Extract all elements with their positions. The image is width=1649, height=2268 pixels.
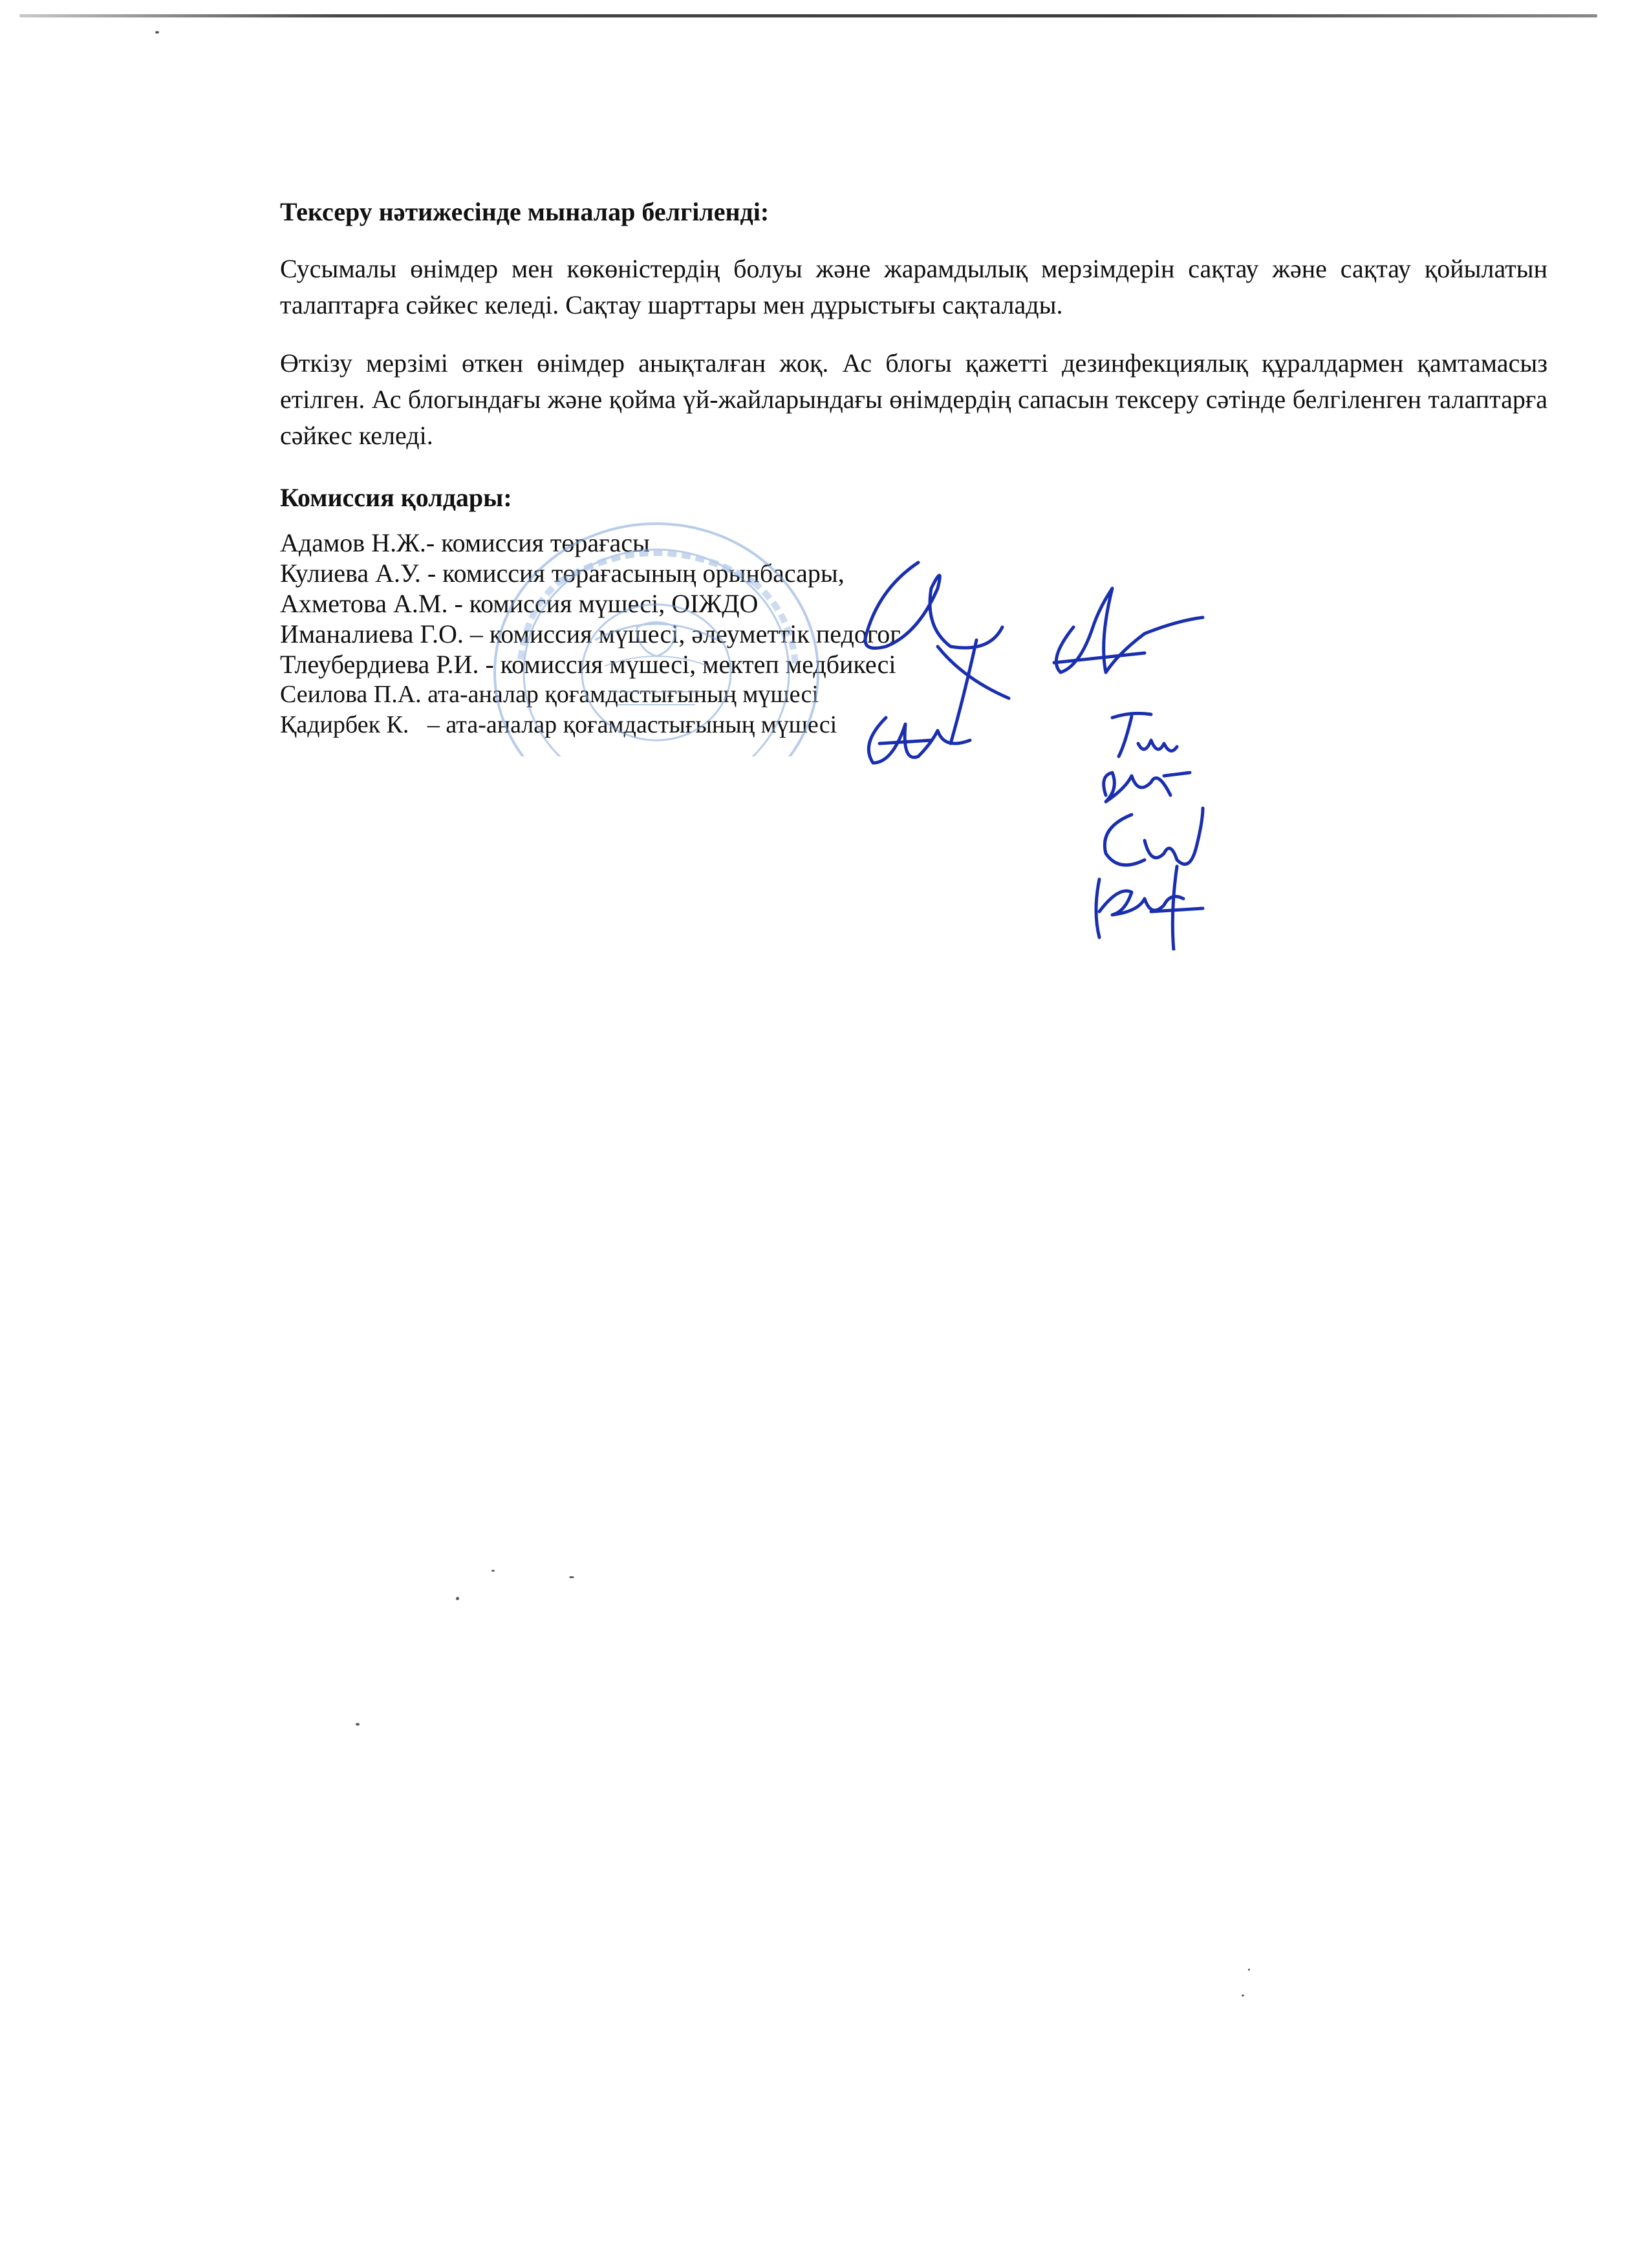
scan-speck	[1242, 1995, 1244, 1996]
scan-speck	[1248, 1969, 1250, 1971]
member-line: Иманалиева Г.О. – комиссия мүшесі, әлеуметтік педогог	[280, 619, 901, 648]
paragraph-products: Өткізу мерзімі өткен өнімдер анықталған жоқ. Ас блогы қажетті дезинфекциялық құралдармен қамтамасыз етілген. Ас блогындағы және қойма үй-жайларындағы өнімдердің сапасын тексеру сәтінде белгіленген талаптарға сәйкес келеді.	[280, 348, 1547, 450]
scan-speck	[456, 1597, 459, 1600]
member-line: Сеилова П.А. ата-аналар қоғамдастығының мүшесі	[280, 681, 819, 708]
scan-top-edge	[19, 14, 1597, 17]
paragraph-storage: Сусымалы өнімдер мен көкөністердің болуы және жарамдылық мерзімдерін сақтау және сақтау қойылатын талаптарға сәйкес келеді. Сақтау шарттары мен дұрыстығы сақталады.	[280, 254, 1547, 319]
scan-speck	[155, 31, 159, 34]
inspection-results-heading: Тексеру нәтижесінде мыналар белгіленді:	[280, 197, 770, 226]
member-line: Тлеубердиева Р.И. - комиссия мүшесі, мектеп медбикесі	[280, 650, 896, 679]
member-line: Адамов Н.Ж.- комиссия төрағасы	[280, 528, 650, 557]
member-line: Қадирбек К. – ата-аналар қоғамдастығының мүшесі	[280, 711, 837, 738]
member-line: Кулиева А.У. - комиссия төрағасының орынбасары,	[280, 559, 845, 588]
member-line: Ахметова А.М. - комиссия мүшесі, ОІЖДО	[280, 589, 759, 618]
official-stamp-icon	[482, 511, 831, 756]
commission-signatures-heading: Комиссия қолдары:	[280, 483, 512, 512]
scan-speck	[491, 1570, 495, 1572]
scan-speck	[569, 1576, 574, 1578]
handwritten-signatures-icon	[841, 550, 1255, 950]
scan-speck	[356, 1723, 360, 1726]
